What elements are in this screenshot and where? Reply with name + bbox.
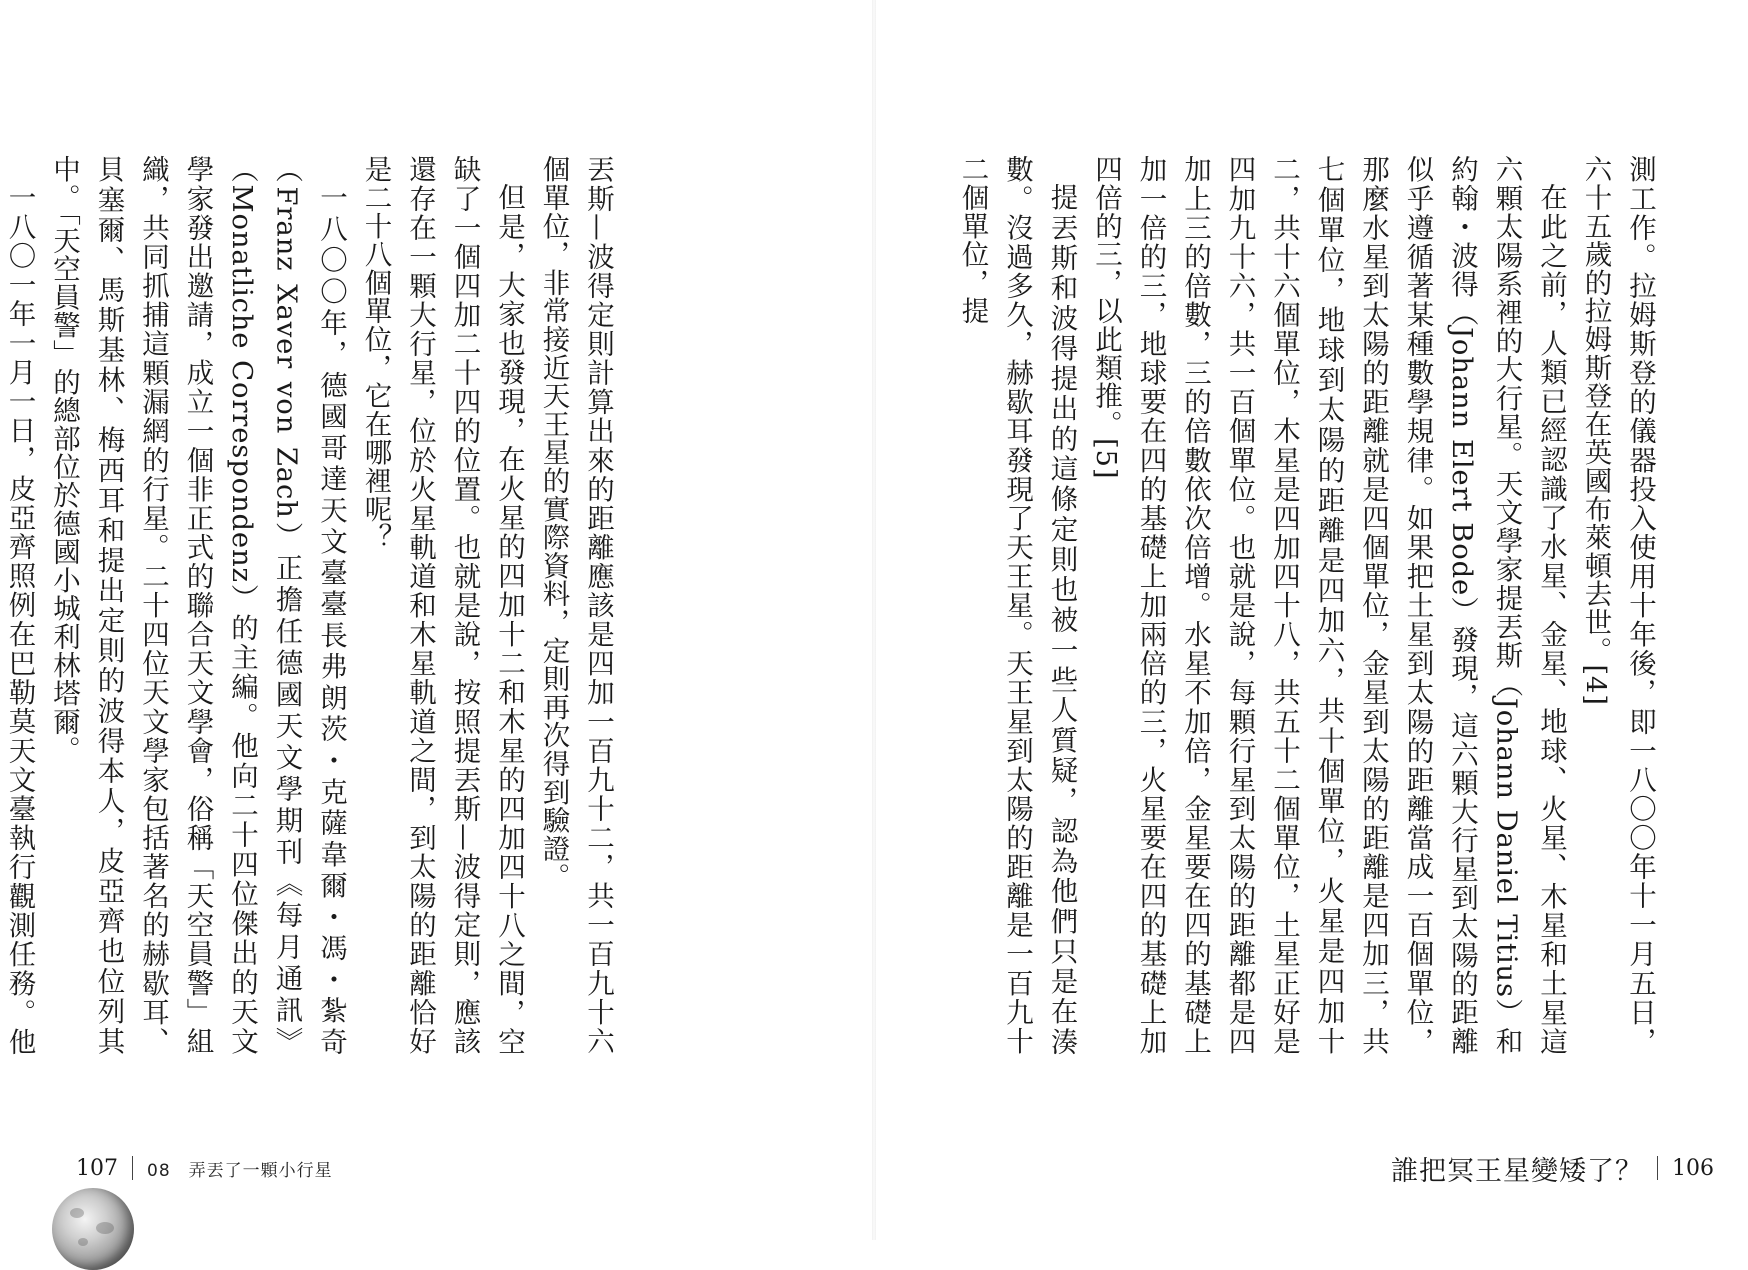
left-paragraph-1: 丟斯—波得定則計算出來的距離應該是四加一百九十二，共一百九十六個單位，非常接近天王星的實際資料，定則再次得到驗證。 (537, 155, 614, 1055)
left-page-body (3, 155, 620, 1055)
footer-divider (132, 1156, 133, 1180)
left-page-number: 107 (76, 1155, 118, 1181)
left-page (0, 0, 874, 1240)
left-paragraph-4: 一八〇一年一月一日，皮亞齊照例在巴勒莫天文臺執行觀測任務。他 (3, 182, 36, 1055)
footer-divider (1657, 1156, 1658, 1180)
book-title: 誰把冥王星變矮了？ (1391, 1155, 1643, 1187)
right-page-body (956, 155, 1662, 1055)
right-paragraph-1: 測工作。拉姆斯登的儀器投入使用十年後，即一八〇〇年十一月五日，六十五歲的拉姆斯登在英國布萊頓去世。[4] (1579, 155, 1656, 1055)
left-paragraph-3: 一八〇〇年，德國哥達天文臺臺長弗朗茨・克薩韋爾・馮・紮奇（Franz Xaver von Zach）正擔任德國天文學期刊《每月通訊》（Monatliche Correspondenz）的主編。他向二十四位傑出的天文學家發出邀請，成立一個非正式的聯合天文學會，俗稱「天空員警」組織，共同抓捕這顆漏網的行星。二十四位天文學家包括著名的赫歇耳、貝塞爾、馬斯基林、梅西耳和提出定則的波得本人，皮亞齊也位列其中。「天空員警」的總部位於德國小城利林塔爾。 (48, 155, 347, 1055)
chapter-title: 08 弄丟了一顆小行星 (147, 1160, 333, 1181)
right-paragraph-2: 在此之前，人類已經認識了水星、金星、地球、火星、木星和土星這六顆太陽系裡的大行星。天文學家提丟斯（Johann Daniel Titius）和約翰・波得（Johann Elert Bode）發現，這六顆大行星到太陽的距離似乎遵循著某種數學規律。如果把土星到太陽的距離當成一百個單位，那麼水星到太陽的距離就是四個單位，金星到太陽的距離是四加三，共七個單位，地球到太陽的距離是四加六，共十個單位，火星是四加十二，共十六個單位，木星是四加四十八，共五十二個單位，土星正好是四加九十六，共一百個單位。也就是說，每顆行星到太陽的距離都是四加上三的倍數，三的倍數依次倍增。水星不加倍，金星要在四的基礎上加一倍的三，地球要在四的基礎上加兩倍的三，火星要在四的基礎上加四倍的三，以此類推。[5] (1090, 155, 1567, 1055)
left-footer (76, 1148, 333, 1188)
pluto-planet-icon (52, 1188, 134, 1270)
right-page (874, 0, 1748, 1240)
right-paragraph-3: 提丟斯和波得提出的這條定則也被一些人質疑，認為他們只是在湊數。沒過多久，赫歇耳發現了天王星。天王星到太陽的距離是一百九十二個單位，提 (956, 155, 1078, 1055)
left-paragraph-2: 但是，大家也發現，在火星的四加十二和木星的四加四十八之間，空缺了一個四加二十四的位置。也就是說，按照提丟斯—波得定則，應該還存在一顆大行星，位於火星軌道和木星軌道之間，到太陽的距離恰好是二十八個單位，它在哪裡呢？ (359, 155, 525, 1055)
right-footer (1391, 1148, 1714, 1188)
right-page-number: 106 (1672, 1155, 1714, 1181)
